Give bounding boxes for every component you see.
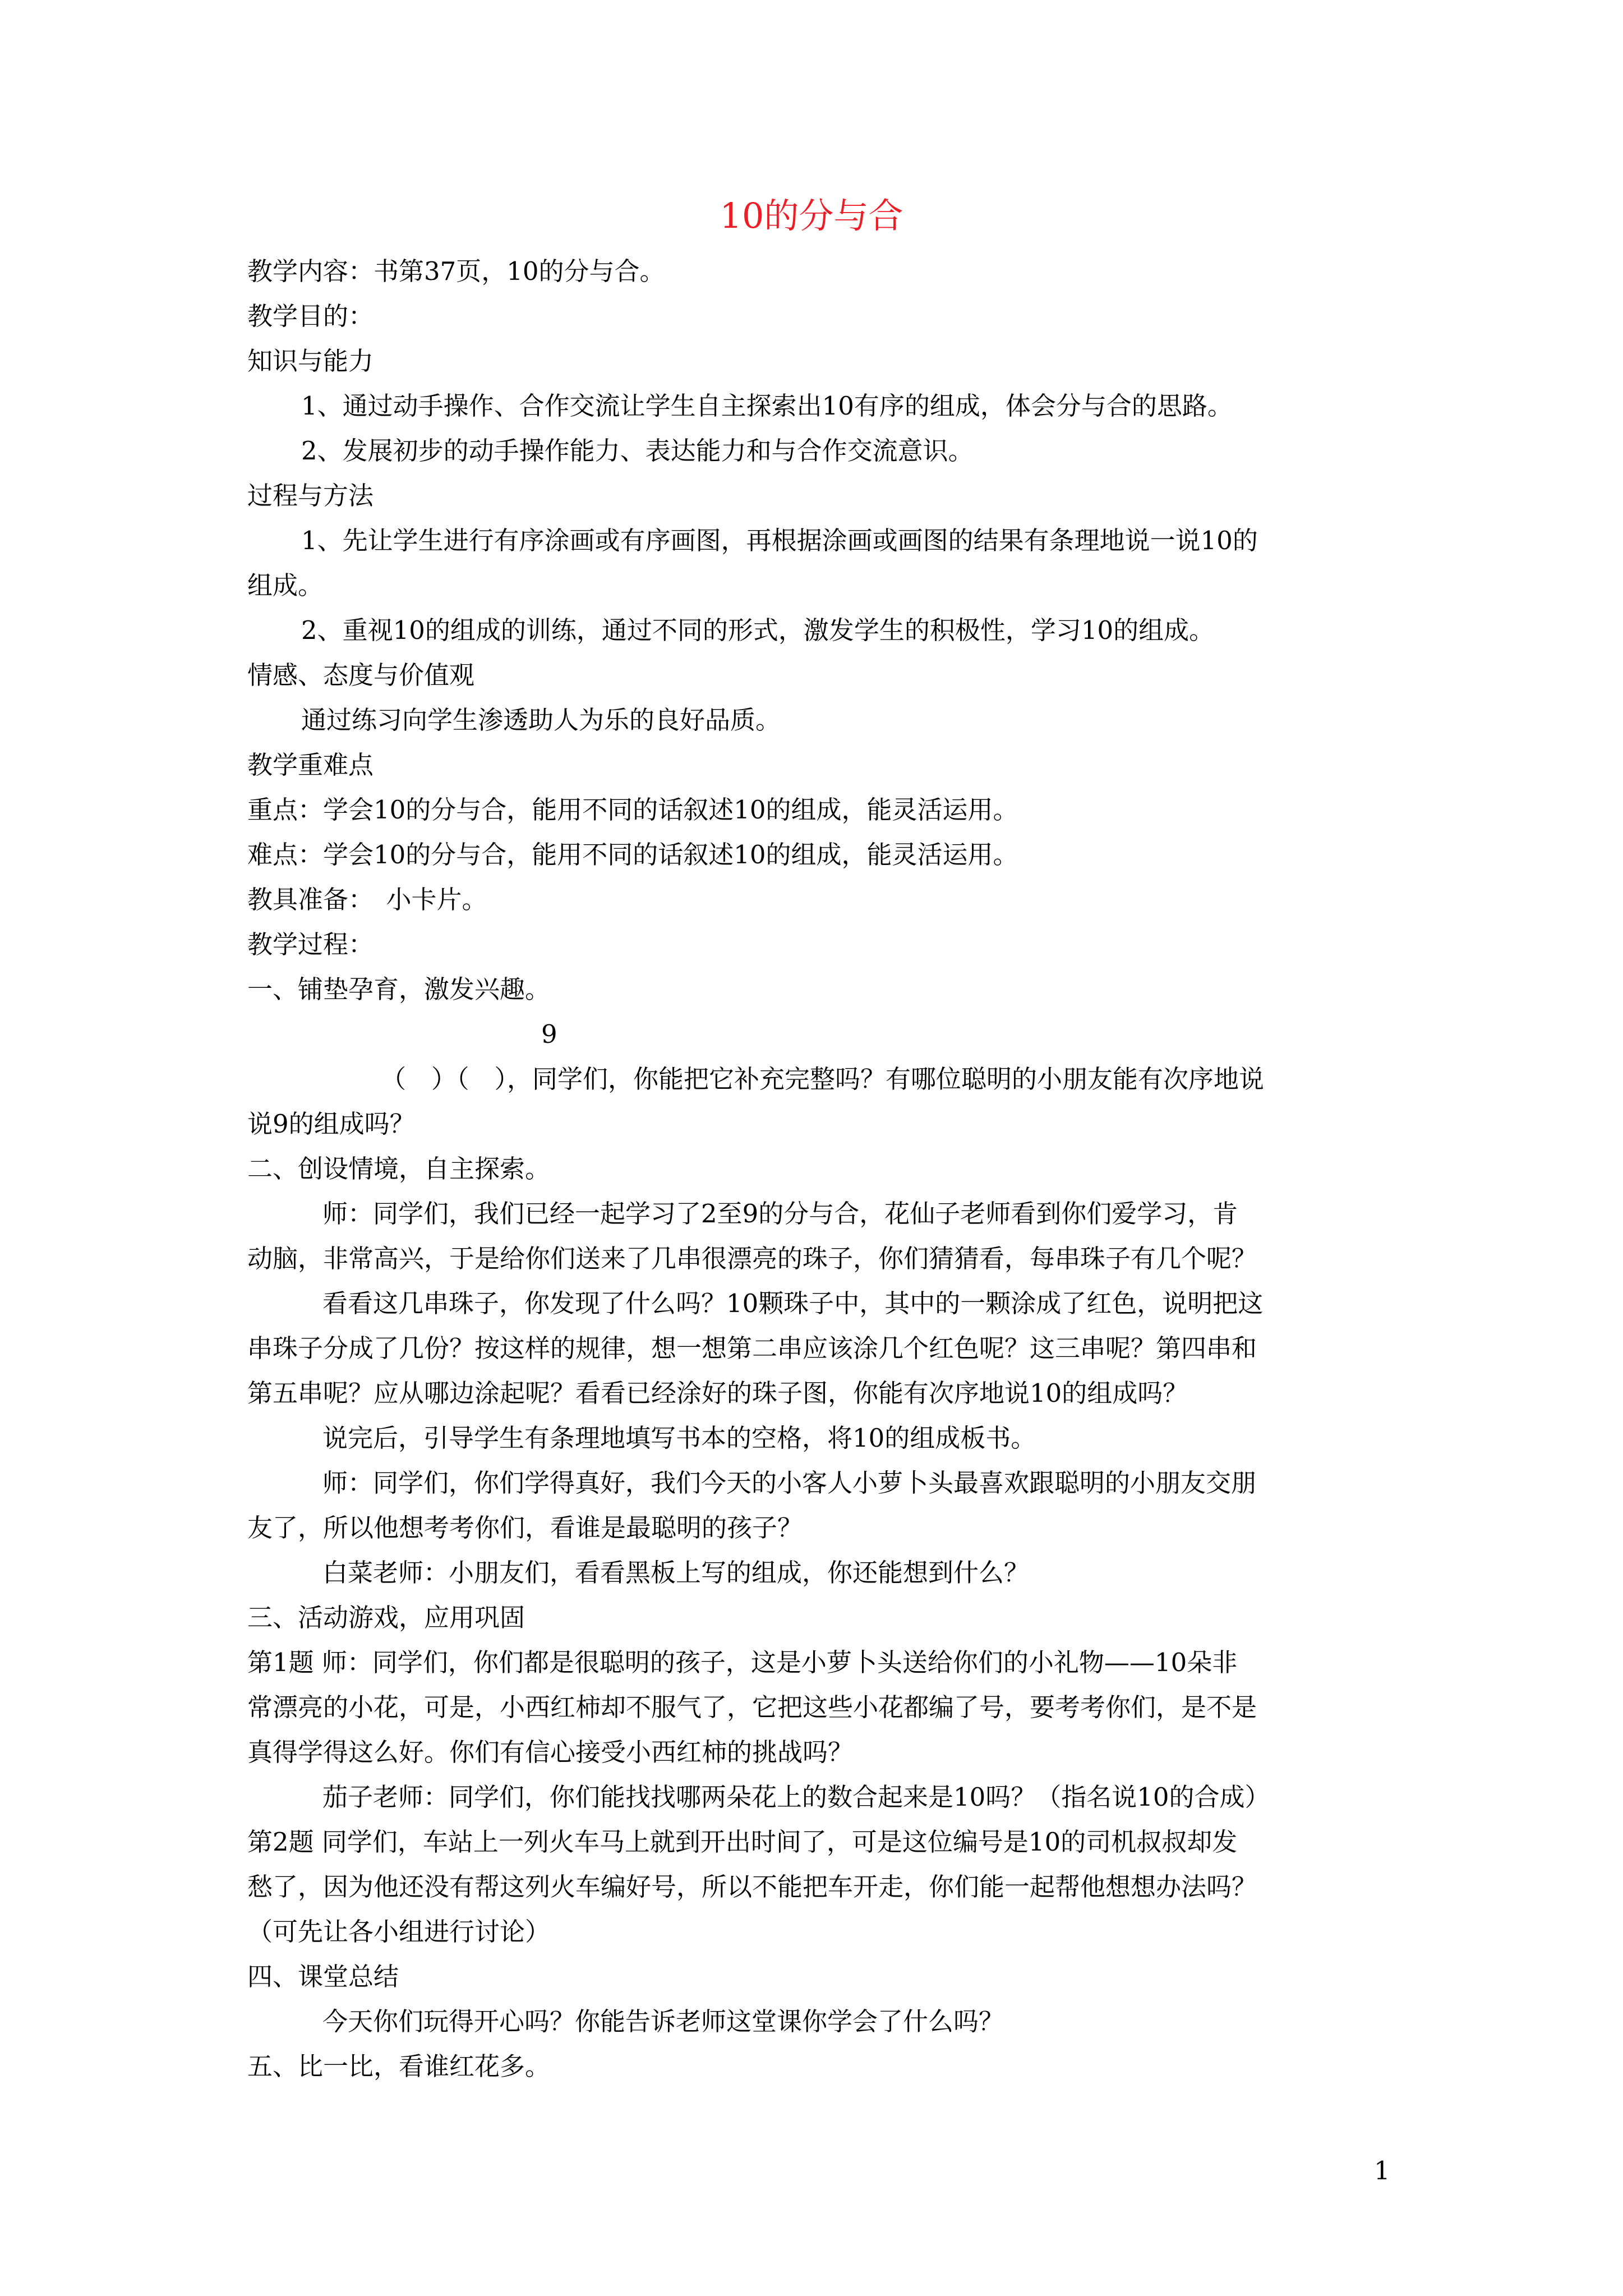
document-body: [247, 249, 1391, 2089]
line-knowledge-heading: 知识与能力: [247, 346, 374, 376]
line-key-point: 重点：学会10的分与合，能用不同的话叙述10的组成，能灵活运用。: [247, 795, 1018, 825]
line-goal-heading: 教学目的：: [247, 301, 374, 331]
line-knowledge-1: 1、通过动手操作、合作交流让学生自主探索出10有序的组成，体会分与合的思路。: [301, 391, 1233, 421]
line-section-1: 一、铺垫孕育，激发兴趣。: [247, 974, 551, 1004]
line-para-5: 白菜老师：小朋友们，看看黑板上写的组成，你还能想到什么？: [322, 1558, 1030, 1588]
line-blank-question-cont: 说9的组成吗？: [247, 1109, 415, 1139]
line-para-2b: 串珠子分成了几份？按这样的规律，想一想第二串应该涂几个红色呢？这三串呢？第四串和: [247, 1333, 1257, 1363]
line-summary: 今天你们玩得开心吗？你能告诉老师这堂课你学会了什么吗？: [322, 2007, 1004, 2036]
line-key-heading: 教学重难点: [247, 750, 374, 780]
line-difficult-point: 难点：学会10的分与合，能用不同的话叙述10的组成，能灵活运用。: [247, 840, 1018, 869]
line-para-4a: 师：同学们，你们学得真好，我们今天的小客人小萝卜头最喜欢跟聪明的小朋友交朋: [322, 1468, 1257, 1498]
line-process-title: 教学过程：: [247, 930, 374, 959]
line-emotion-heading: 情感、态度与价值观: [247, 660, 475, 690]
line-section-2: 二、创设情境，自主探索。: [247, 1154, 551, 1184]
document-title: 10的分与合: [720, 195, 903, 236]
line-para-1b: 动脑，非常高兴，于是给你们送来了几串很漂亮的珠子，你们猜猜看，每串珠子有几个呢？: [247, 1244, 1257, 1273]
line-para-4b: 友了，所以他想考考你们，看谁是最聪明的孩子？: [247, 1513, 803, 1543]
line-content: 教学内容：书第37页，10的分与合。: [247, 256, 665, 286]
line-q1c: 真得学得这么好。你们有信心接受小西红柿的挑战吗？: [247, 1737, 854, 1767]
line-number-9: 9: [541, 1019, 557, 1049]
line-process-2: 2、重视10的组成的训练，通过不同的形式，激发学生的积极性，学习10的组成。: [301, 615, 1215, 645]
line-section-5: 五、比一比，看谁红花多。: [247, 2051, 551, 2081]
line-knowledge-2: 2、发展初步的动手操作能力、表达能力和与合作交流意识。: [301, 436, 974, 466]
line-process-1: 1、先让学生进行有序涂画或有序画图，再根据涂画或画图的结果有条理地说一说10的: [301, 526, 1258, 555]
line-para-2c: 第五串呢？应从哪边涂起呢？看看已经涂好的珠子图，你能有次序地说10的组成吗？: [247, 1378, 1188, 1408]
line-materials: 教具准备： 小卡片。: [247, 885, 487, 914]
line-process-heading: 过程与方法: [247, 481, 374, 510]
page-number: 1: [1374, 2156, 1390, 2185]
line-q1b: 常漂亮的小花，可是，小西红柿却不服气了，它把这些小花都编了号，要考考你们，是不是: [247, 1692, 1257, 1722]
line-q2b: 愁了，因为他还没有帮这列火车编好号，所以不能把车开走，你们能一起帮他想想办法吗？: [247, 1872, 1257, 1902]
line-emotion-1: 通过练习向学生渗透助人为乐的良好品质。: [301, 705, 781, 735]
line-para-2a: 看看这几串珠子，你发现了什么吗？10颗珠子中，其中的一颗涂成了红色，说明把这: [322, 1289, 1264, 1318]
line-section-4: 四、课堂总结: [247, 1962, 399, 1991]
line-process-1-cont: 组成。: [247, 570, 324, 600]
line-section-3: 三、活动游戏，应用巩固: [247, 1603, 525, 1632]
line-q2a: 第2题 同学们，车站上一列火车马上就到开出时间了，可是这位编号是10的司机叔叔却发: [247, 1827, 1238, 1857]
line-blank-question: （ ）（ ），同学们，你能把它补充完整吗？有哪位聪明的小朋友能有次序地说: [381, 1064, 1265, 1094]
line-q1d: 茄子老师：同学们，你们能找找哪两朵花上的数合起来是10吗？（指名说10的合成）: [322, 1782, 1270, 1812]
line-para-1a: 师：同学们，我们已经一起学习了2至9的分与合，花仙子老师看到你们爱学习，肯: [322, 1199, 1238, 1228]
line-para-3: 说完后，引导学生有条理地填写书本的空格，将10的组成板书。: [322, 1423, 1036, 1453]
line-q1a: 第1题 师：同学们，你们都是很聪明的孩子，这是小萝卜头送给你们的小礼物——10朵非: [247, 1648, 1238, 1677]
line-q2c: （可先让各小组进行讨论）: [247, 1917, 551, 1947]
